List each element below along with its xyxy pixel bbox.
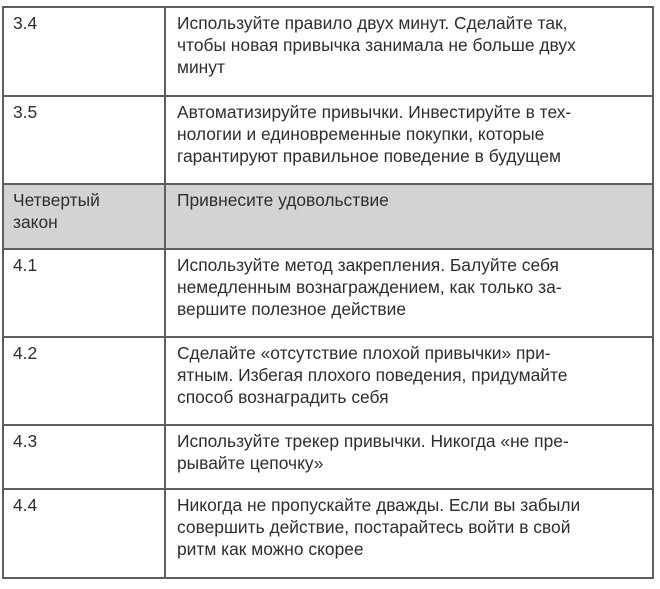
table-body xyxy=(3,7,653,578)
rule-description: Никогда не пропускайте дважды. Если вы забыли совершить действие, постарайтесь войти в свой ритм как можно скорее xyxy=(165,489,653,578)
rule-number: 4.4 xyxy=(3,489,165,578)
rule-description: Используйте трекер привычки. Никогда «не пре- рывайте цепочку» xyxy=(165,425,653,489)
rule-description: Используйте метод закрепления. Балуйте себя немедленным вознаграждением, как только за- вершите полезное действие xyxy=(165,249,653,337)
rule-number: 4.2 xyxy=(3,337,165,425)
habits-laws-table xyxy=(2,6,654,579)
section-label: Четвертый закон xyxy=(3,184,165,249)
rule-number: 4.1 xyxy=(3,249,165,337)
rule-description: Автоматизируйте привычки. Инвестируйте в тех- нологии и единовременные покупки, которые гарантируют правильное поведение в будущем xyxy=(165,96,653,184)
table-row-4-1 xyxy=(3,249,653,337)
table-row-3-5 xyxy=(3,96,653,184)
rule-description: Используйте правило двух минут. Сделайте так, чтобы новая привычка занимала не больше двух минут xyxy=(165,7,653,96)
table-row-4-4 xyxy=(3,489,653,578)
table-row-3-4 xyxy=(3,7,653,96)
rule-number: 4.3 xyxy=(3,425,165,489)
table-row-4-3 xyxy=(3,425,653,489)
rule-number: 3.4 xyxy=(3,7,165,96)
section-title: Привнесите удовольствие xyxy=(165,184,653,249)
section-header-fourth-law xyxy=(3,184,653,249)
rule-description: Сделайте «отсутствие плохой привычки» при- ятным. Избегая плохого поведения, придумайте способ вознаградить себя xyxy=(165,337,653,425)
rule-number: 3.5 xyxy=(3,96,165,184)
table-row-4-2 xyxy=(3,337,653,425)
